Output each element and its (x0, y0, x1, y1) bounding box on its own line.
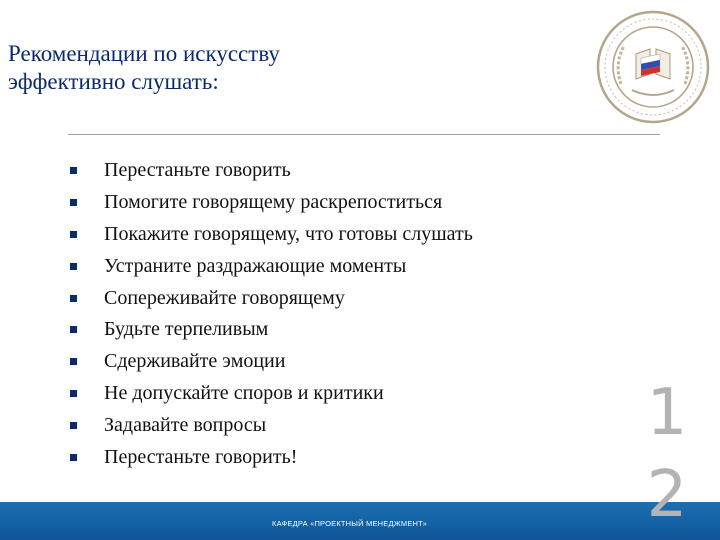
square-bullet-icon (70, 390, 77, 397)
page-number (644, 372, 690, 536)
page-number-digit-1: 1 (646, 376, 688, 450)
university-seal-icon (594, 8, 712, 126)
list-item (62, 409, 473, 441)
square-bullet-icon (70, 326, 77, 333)
slide-title (8, 40, 568, 96)
title-divider (68, 134, 660, 135)
list-item-text: Покажите говорящему, что готовы слушать (104, 222, 473, 245)
list-item (62, 250, 473, 282)
list-item-text: Помогите говорящему раскрепоститься (104, 191, 443, 214)
list-item-text: Перестаньте говорить! (104, 445, 298, 468)
list-item (62, 155, 473, 187)
list-item (62, 378, 473, 410)
list-item (62, 219, 473, 251)
list-item (62, 441, 473, 473)
page-number-digit-2: 2 (646, 458, 688, 532)
list-item-text: Сдерживайте эмоции (104, 350, 286, 373)
list-item-text: Не допускайте споров и критики (104, 381, 384, 404)
list-item-text: Сопереживайте говорящему (104, 286, 345, 309)
slide-title-line-1: Рекомендации по искусству (8, 41, 280, 66)
square-bullet-icon (70, 231, 77, 238)
square-bullet-icon (70, 358, 77, 365)
recommendations-list (62, 155, 473, 473)
square-bullet-icon (70, 263, 77, 270)
list-item (62, 346, 473, 378)
square-bullet-icon (70, 454, 77, 461)
slide-title-line-2: эффективно слушать: (8, 69, 219, 94)
list-item-text: Будьте терпеливым (104, 318, 269, 341)
square-bullet-icon (70, 199, 77, 206)
square-bullet-icon (70, 422, 77, 429)
list-item (62, 187, 473, 219)
square-bullet-icon (70, 167, 77, 174)
list-item-text: Задавайте вопросы (104, 413, 267, 436)
list-item-text: Перестаньте говорить (104, 159, 291, 182)
list-item-text: Устраните раздражающие моменты (104, 254, 407, 277)
list-item (62, 282, 473, 314)
footer-department-label: КАФЕДРА «ПРОЕКТНЫЙ МЕНЕДЖМЕНТ» (272, 519, 427, 528)
square-bullet-icon (70, 295, 77, 302)
list-item (62, 314, 473, 346)
